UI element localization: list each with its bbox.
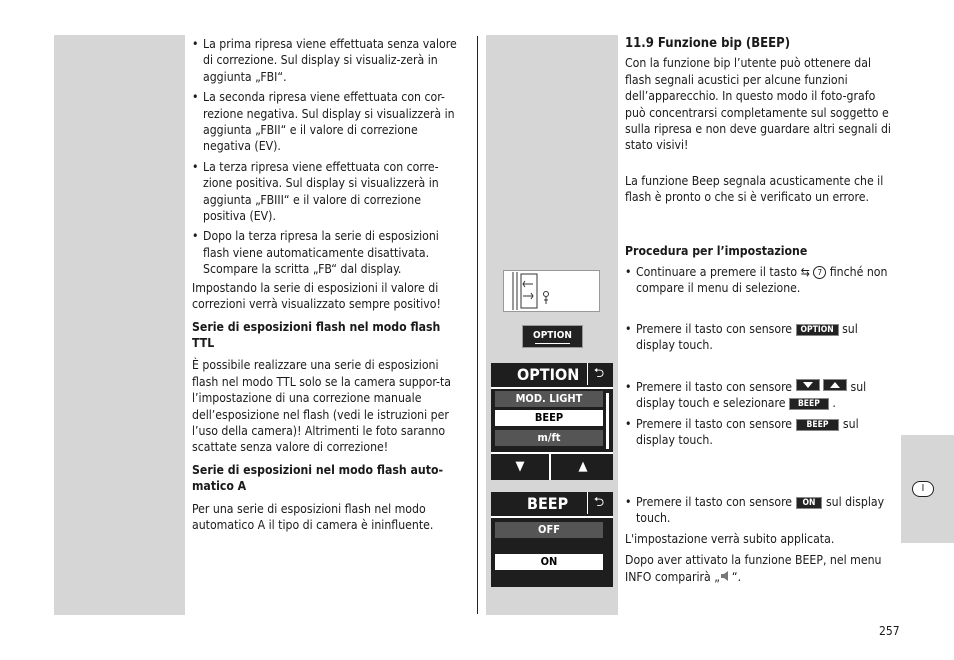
right-column (625, 36, 897, 154)
left-margin-band (54, 35, 185, 615)
menu-item-mod-light[interactable]: MOD. LIGHT (495, 391, 603, 407)
arrow-up-button[interactable] (823, 379, 847, 391)
language-tab-marker: I (912, 481, 934, 497)
list-item: • Dopo la terza ripresa la serie di esposizioni flash viene automaticamente disattivata. Scompare la scritta „FB“ dal display. (192, 228, 466, 277)
step-text: Premere il tasto con sensore (636, 380, 793, 394)
circle-number: 7 (817, 268, 823, 277)
list-item: • Premere il tasto con sensore sul display touch e selezionare BEEP . (625, 379, 897, 412)
step-3 (625, 379, 897, 453)
list-item: • La seconda ripresa viene effettuata con cor-rezione negativa. Sul display si visualizzerà in aggiunta „FBII“ e il valore di correzione negativa (EV). (192, 89, 466, 155)
step-5 (625, 494, 897, 586)
title-divider (491, 387, 613, 389)
paragraph: È possibile realizzare una serie di esposizioni flash nel modo TTL solo se la camera suppor-ta l’impostazione di una correzione manuale dell’esposizione nel flash (vedi le istruzioni per l’uso della camera)! Altrimenti le foto saranno scattate senza valore di correzione! (192, 358, 452, 455)
paragraph: La funzione Beep segnala acusticamente che il flash è pronto o che si è verificato un errore. (625, 174, 884, 205)
left-column (192, 36, 466, 533)
paragraph-text: Dopo aver attivato la funzione BEEP, nel menu INFO comparirà „ (625, 553, 882, 584)
procedure-heading: Procedura per l’impostazione (625, 244, 808, 258)
scrollbar[interactable] (606, 393, 609, 449)
menu-item-off[interactable]: OFF (495, 522, 603, 538)
option-button-figure[interactable] (522, 325, 583, 348)
section-heading: Serie di esposizioni nel modo flash auto-matico A (192, 462, 444, 494)
list-item (625, 264, 897, 297)
list-item (625, 416, 897, 449)
step-text: sul display touch. (636, 495, 885, 526)
step-text: finché non compare il menu di selezione. (636, 265, 888, 296)
menu-item-beep[interactable]: BEEP (495, 410, 603, 426)
option-menu-title (517, 363, 579, 387)
bullet-list (192, 36, 466, 278)
paragraph (625, 552, 897, 586)
paragraph: Con la funzione bip l’utente può ottenere dal flash segnali acustici per alcune funzioni dell’apparecchio. In questo modo il foto-grafo può concentrarsi completamente sul soggetto e sulla ripresa e non deve guardare altri segnali di stato visivi! (625, 56, 891, 153)
step-1 (625, 264, 897, 301)
paragraph-text: “. (731, 569, 742, 584)
title-divider (491, 516, 613, 518)
speaker-icon (720, 570, 732, 586)
list-item (625, 321, 897, 354)
step-text: sul display touch. (636, 322, 858, 353)
option-sensor-button[interactable]: OPTION (796, 324, 839, 336)
option-button-label: OPTION (533, 330, 572, 341)
back-icon[interactable]: ⮌ (587, 492, 610, 514)
beep-menu-panel (491, 492, 613, 587)
column-divider (477, 36, 478, 614)
panel-title-text: BEEP (527, 494, 569, 513)
section-heading: Serie di esposizioni flash nel modo flash TTL (192, 319, 441, 350)
list-item: • La prima ripresa viene effettuata senza valore di correzione. Sul display si visualiz-zerà in aggiunta „FBI“. (192, 36, 466, 85)
step-text: Premere il tasto con sensore (636, 416, 793, 431)
step-2 (625, 321, 897, 358)
up-arrow-button[interactable]: ▲ (578, 459, 588, 474)
down-arrow-button[interactable]: ▼ (491, 454, 551, 480)
option-underline (535, 343, 570, 344)
paragraph: L'impostazione verrà subito applicata. (625, 531, 835, 546)
beep-menu-title (527, 492, 568, 516)
number-7-circle (813, 266, 826, 279)
device-key-illustration (503, 270, 600, 312)
panel-title-text: OPTION (517, 365, 580, 384)
page-number: 257 (879, 624, 900, 638)
section-title: 11.9 Funzione bip (BEEP) (625, 36, 791, 51)
list-item (625, 494, 897, 527)
menu-item-mft[interactable]: m/ft (495, 430, 603, 446)
beep-sensor-button[interactable]: BEEP (789, 398, 829, 410)
mode-key-icon: ⇆ (800, 265, 810, 279)
step-text: sul display touch e selezionare (636, 380, 867, 411)
on-sensor-button[interactable]: ON (796, 497, 823, 509)
step-text: Premere il tasto con sensore (636, 495, 793, 509)
beep-sensor-button[interactable]: BEEP (796, 419, 840, 431)
option-menu-panel (491, 363, 613, 480)
step-text: Premere il tasto con sensore (636, 322, 793, 336)
list-item: • La terza ripresa viene effettuata con corre-zione positiva. Sul display si visualizzerà in aggiunta „FBIII“ e il valore di correzione positiva (EV). (192, 159, 466, 225)
step-text: Continuare a premere il tasto (636, 265, 798, 279)
menu-item-on[interactable]: ON (495, 554, 603, 570)
paragraph: Impostando la serie di esposizioni il valore di correzioni verrà visualizzato sempre positivo! (192, 280, 441, 312)
step-text: sul display touch. (636, 416, 859, 448)
arrow-down-button[interactable] (796, 379, 820, 391)
paragraph: Per una serie di esposizioni flash nel modo automatico A il tipo di camera è ininfluente. (192, 501, 434, 532)
back-icon[interactable]: ⮌ (587, 363, 610, 385)
